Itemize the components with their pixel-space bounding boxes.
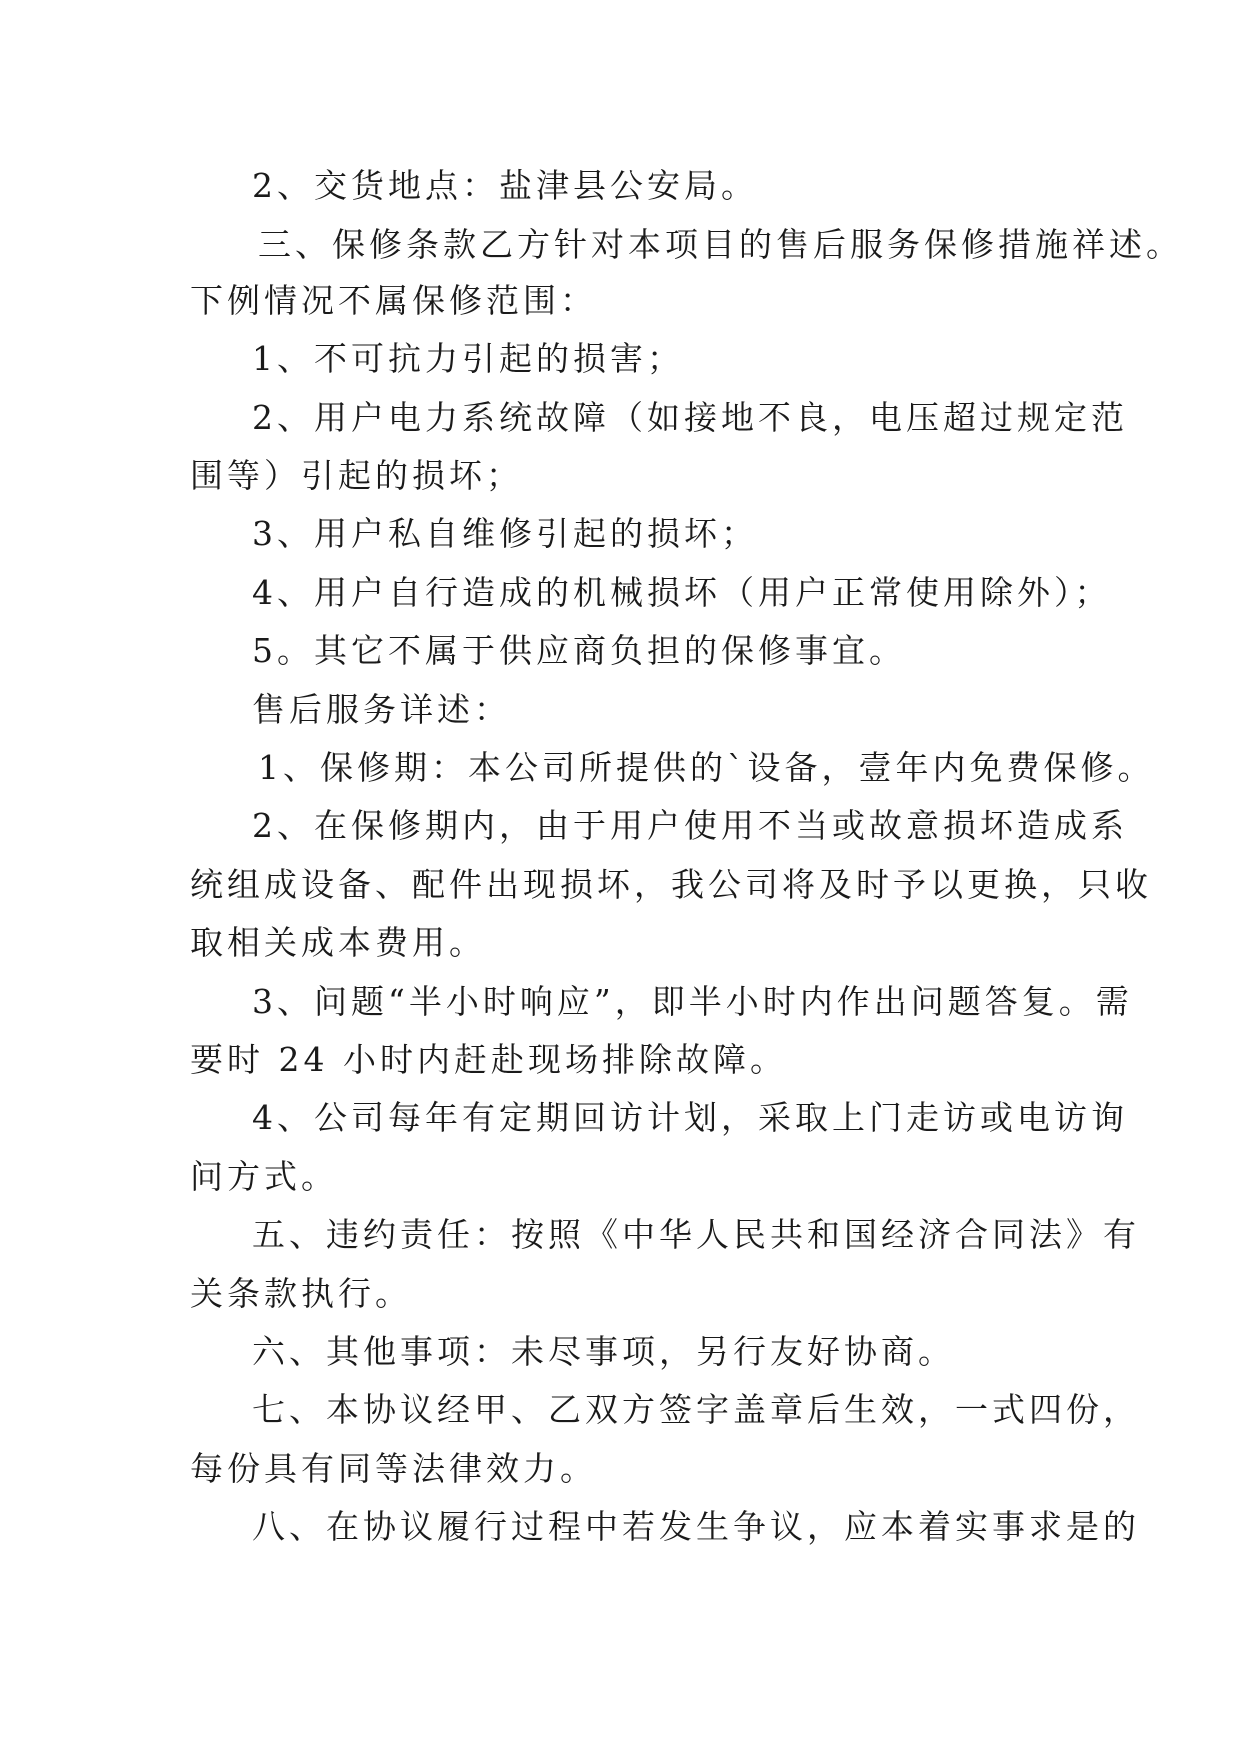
paragraph-line: 1、不可抗力引起的损害；: [252, 339, 684, 378]
paragraph-line: 统组成设备、配件出现损坏，我公司将及时予以更换，只收: [190, 865, 1152, 904]
paragraph-line: 每份具有同等法律效力。: [190, 1449, 597, 1488]
paragraph-line: 围等）引起的损坏；: [190, 456, 523, 495]
paragraph-line: 下例情况不属保修范围：: [190, 281, 597, 320]
paragraph-line: 2、用户电力系统故障（如接地不良，电压超过规定范: [252, 398, 1128, 437]
paragraph-line: 要时 24 小时内赶赴现场排除故障。: [190, 1040, 787, 1079]
paragraph-line: 3、问题“半小时响应”，即半小时内作出问题答复。需: [252, 982, 1133, 1021]
paragraph-line: 五、违约责任：按照《中华人民共和国经济合同法》有: [252, 1215, 1140, 1254]
paragraph-line: 4、用户自行造成的机械损坏（用户正常使用除外）；: [252, 573, 1112, 612]
paragraph-line: 1、保修期：本公司所提供的`设备，壹年内免费保修。: [258, 748, 1155, 787]
paragraph-line: 4、公司每年有定期回访计划，采取上门走访或电访询: [252, 1098, 1128, 1137]
paragraph-line: 三、保修条款乙方针对本项目的售后服务保修措施祥述。: [258, 225, 1183, 264]
paragraph-line: 5。其它不属于供应商负担的保修事宜。: [252, 631, 906, 670]
paragraph-line: 3、用户私自维修引起的损坏；: [252, 514, 758, 553]
paragraph-line: 七、本协议经甲、乙双方签字盖章后生效，一式四份，: [252, 1390, 1140, 1429]
paragraph-line: 2、在保修期内，由于用户使用不当或故意损坏造成系: [252, 806, 1128, 845]
paragraph-line: 取相关成本费用。: [190, 923, 486, 962]
paragraph-line: 售后服务详述：: [252, 690, 511, 729]
paragraph-line: 八、在协议履行过程中若发生争议，应本着实事求是的: [252, 1507, 1140, 1546]
paragraph-line: 2、交货地点：盐津县公安局。: [252, 166, 758, 205]
paragraph-line: 关条款执行。: [190, 1274, 412, 1313]
paragraph-line: 问方式。: [190, 1157, 338, 1196]
paragraph-line: 六、其他事项：未尽事项，另行友好协商。: [252, 1332, 955, 1371]
